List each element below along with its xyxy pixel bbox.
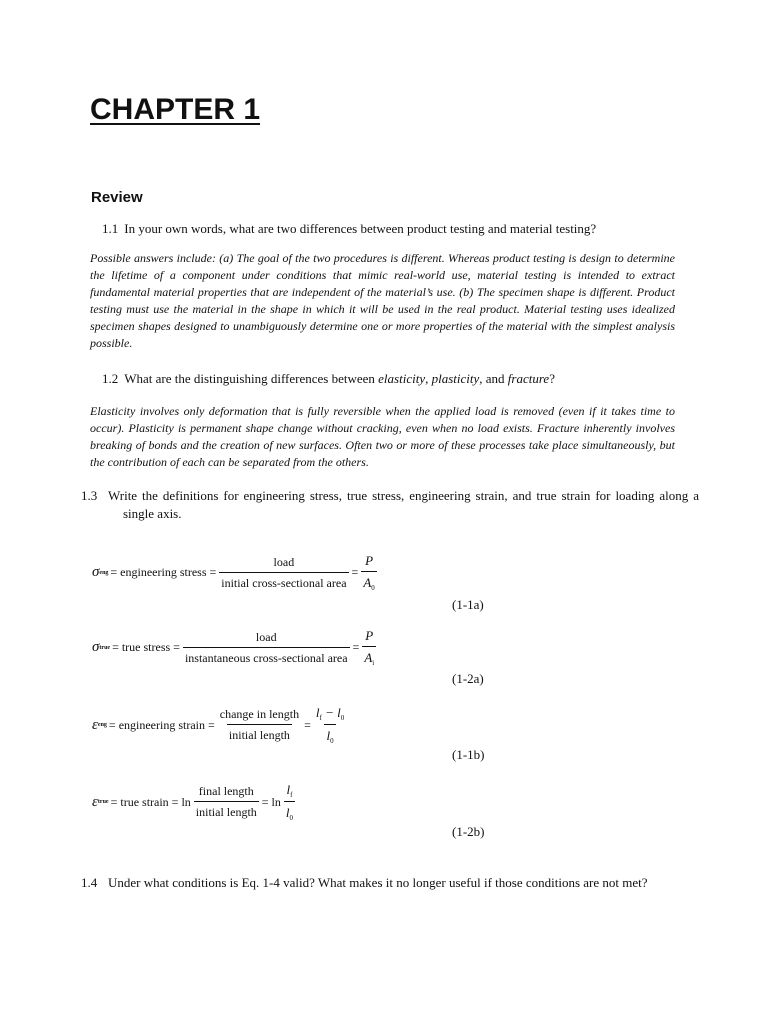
fraction-words [218, 707, 301, 743]
equation-engineering-stress [92, 553, 380, 592]
term-plasticity: plasticity [431, 371, 480, 386]
subscript: eng [99, 569, 109, 576]
equation-true-stress [92, 628, 379, 667]
fraction-symbols [362, 628, 376, 667]
equals-sign: = ln [261, 794, 281, 809]
numerator [284, 782, 294, 801]
answer-1-2: Elasticity involves only deformation that is fully reversible when the applied load is removed (even if it takes time to occur). Plasticity is permanent shape change without cracking, even when no load exists. Fracture inherently involves breaking of bonds and the creation of new surfaces. Often two or more of these processes take place simultaneously, but the contribution of each can be separated from the others. [90, 404, 675, 469]
numerator [314, 705, 346, 724]
denominator-sub: 0 [371, 584, 375, 592]
question-1-2 [102, 370, 678, 388]
fraction-words [183, 630, 350, 666]
numerator-sub: f [290, 791, 293, 799]
question-1-3: 1.3 Write the definitions for engineering stress, true stress, engineering strain, and true strain for loading along a single axis. [81, 488, 699, 521]
denominator-sub: 0 [289, 814, 294, 822]
denominator [361, 571, 376, 592]
numerator-var: l [315, 705, 320, 720]
question-text-post: ? [549, 371, 555, 386]
numerator: change in length [219, 707, 300, 721]
equation-label: (1-1a) [452, 597, 484, 612]
equation-label: (1-2b) [452, 824, 485, 839]
subscript: eng [97, 722, 107, 728]
numerator: load [273, 554, 295, 569]
numerator-var: l [286, 782, 291, 797]
separator: , [425, 371, 432, 386]
question-number: 1.2 [102, 371, 119, 386]
equals-sign: = [304, 717, 311, 732]
numerator: load [255, 629, 277, 644]
equation-lhs: = true strain = ln [110, 794, 191, 809]
question-text: Write the definitions for engineering stress, true stress, engineering strain, and true strain for loading along a single axis. [108, 488, 699, 521]
question-number: 1.1 [102, 221, 119, 236]
denominator-sub: i [372, 659, 375, 667]
question-1-1 [102, 220, 678, 238]
numerator: final length [198, 784, 254, 798]
denominator: initial cross-sectional area [219, 572, 348, 591]
denominator [284, 801, 295, 822]
denominator: initial length [227, 724, 292, 743]
numerator: P [365, 628, 374, 643]
denominator: initial length [194, 801, 259, 820]
denominator-var: A [364, 650, 373, 665]
equation-lhs: = engineering strain = [108, 717, 215, 732]
question-text: In your own words, what are two differences between product testing and material testing? [124, 221, 597, 236]
fraction-words [194, 784, 259, 820]
denominator-sub: 0 [330, 737, 334, 745]
term-fracture: fracture [507, 371, 550, 386]
equation-label: (1-2a) [452, 671, 484, 686]
fraction-symbols [314, 705, 346, 745]
numerator: P [365, 553, 374, 568]
question-1-4: 1.4 Under what conditions is Eq. 1-4 valid? What makes it no longer useful if those conditions are not met? [81, 875, 648, 890]
equation-lhs: = true stress = [112, 640, 180, 654]
fraction-words [219, 555, 348, 591]
denominator [362, 646, 376, 667]
question-text-pre: What are the distinguishing differences between [124, 371, 379, 386]
numerator-sub2: 0 [340, 714, 345, 722]
fraction-symbols [284, 782, 295, 822]
subscript: true [97, 799, 109, 805]
epsilon-symbol: ε [92, 716, 98, 733]
equals-sign: = [352, 640, 360, 654]
epsilon-symbol: ε [92, 793, 98, 810]
equation-lhs: = engineering stress = [110, 565, 217, 579]
question-text: Under what conditions is Eq. 1-4 valid? What makes it no longer useful if those conditions are not met? [108, 875, 648, 890]
sigma-symbol: σ [92, 564, 100, 580]
equals-sign: = [351, 565, 359, 579]
equation-label: (1-1b) [452, 747, 485, 762]
chapter-title: CHAPTER 1 [90, 93, 261, 126]
equation-engineering-strain [92, 705, 349, 745]
subscript: true [99, 644, 111, 651]
term-elasticity: elasticity [378, 371, 426, 386]
separator: , and [479, 371, 508, 386]
numerator-sub: f [319, 714, 322, 722]
denominator: instantaneous cross-sectional area [183, 647, 350, 666]
equation-true-strain [92, 782, 298, 822]
numerator-rest: − l [321, 705, 341, 720]
sigma-symbol: σ [92, 639, 100, 655]
denominator [324, 724, 335, 745]
denominator-var: l [285, 805, 290, 820]
denominator-var: l [326, 728, 331, 743]
section-title: Review [91, 189, 143, 206]
denominator-var: A [363, 575, 372, 590]
fraction-symbols [361, 553, 376, 592]
answer-1-1: Possible answers include: (a) The goal of the two procedures is different. Whereas product testing is design to determine the lifetime of a component under conditions that mimic real-world use, material testing is intended to extract fundamental material properties that are independent of the material’s use. (b) The specimen shape is different. Product testing must use the material in the shape in which it will be used in the real product. Material testing uses idealized specimen shapes designed to unambiguously determine one or more properties of the material with the simplest analysis possible. [90, 251, 675, 350]
